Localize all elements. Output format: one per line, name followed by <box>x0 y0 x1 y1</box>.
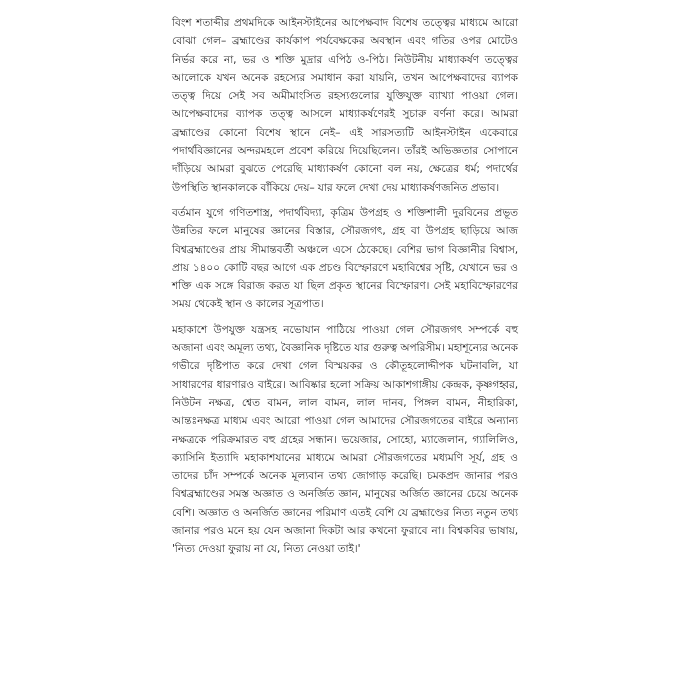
paragraph-3: মহাকাশে উপযুক্ত যন্ত্রসহ নভোযান পাঠিয়ে পাওয়া গেল সৌরজগৎ সম্পর্কে বহু অজানা এবং অমূল্য তথ্য, বৈজ্ঞানিক দৃষ্টিতে যার গুরুত্ব অপরিসীম। মহাশূন্যের অনেক গভীরে দৃষ্টিপাত করে দেখা গেল বিস্ময়কর ও কৌতূহলোদ্দীপক ঘটনাবলি, যা সাধারণের ধারণারও বাইরে। আবিষ্কার হলো সক্রিয় আকাশগাঙ্গীয় কেন্দ্রক, কৃষ্ণগহ্বর, নিউটন নক্ষত্র, শ্বেত বামন, লাল বামন, লাল দানব, পিঙ্গল বামন, নীহারিকা, আন্তঃনক্ষত্র মাধ্যম এবং আরো পাওয়া গেল আমাদের সৌরজগতের বাইরে অন্যান্য নক্ষত্রকে পরিক্রমারত বহু গ্রহের সন্ধান। ভয়েজার, সোহো, ম্যাজেলান, গ্যালিলিও, ক্যাসিনি ইত্যাদি মহাকাশযানের মাধ্যমে আমরা সৌরজগতের মধ্যমণি সূর্য, গ্রহ ও তাদের চাঁদ সম্পর্কে অনেক মূল্যবান তথ্য জোগাড় করেছি। চমকপ্রদ জানার পরও বিশ্বব্রহ্মাণ্ডের সমস্ত অজ্ঞাত ও অনর্জিত জ্ঞান, মানুষের অর্জিত জ্ঞানের চেয়ে অনেক বেশি। অজ্ঞাত ও অনর্জিত জ্ঞানের পরিমাণ এতই বেশি যে ব্রহ্মাণ্ডের নিত্য নতুন তথ্য জানার পরও মনে হয় যেন অজানা দিকটা আর কখনো ফুরাবে না। বিশ্বকবির ভাষায়, 'নিত্য দেওয়া ফুরায় না যে, নিত্য নেওয়া তাই।' <box>172 323 518 556</box>
paragraph-1: বিংশ শতাব্দীর প্রথমদিকে আইনস্টাইনের আপেক্ষবাদ বিশেষ তত্ত্বের মাধ্যমে আরো বোঝা গেল– ব্রহ্মাণ্ডের কার্যকাপ পর্যবেক্ষকের অবস্থান এবং গতির ওপর মোটেও নির্ভর করে না, ভর ও শক্তি মুদ্রার এপিঠ ও-পিঠ। নিউটনীয় মাধ্যাকর্ষণ তত্ত্বের আলোকে যখন অনেক রহস্যের সমাধান করা যায়নি, তখন আপেক্ষবাদের ব্যাপক তত্ত্ব দিয়ে সেই সব অমীমাংসিত রহস্যগুলোর যুক্তিযুক্ত ব্যাখ্যা পাওয়া গেল। আপেক্ষবাদের ব্যাপক তত্ত্ব আসলে মাধ্যাকর্ষণেরই সুচারু বর্ণনা করে। আমরা ব্রহ্মাণ্ডের কোনো বিশেষ স্থানে নেই– এই সারসত্যটি আইনস্টাইন একেবারে পদার্থবিজ্ঞানের অন্দরমহলে প্রবেশ করিয়ে দিয়েছিলেন। তাঁরই অভিজ্ঞতার সোপানে দাঁড়িয়ে আমরা বুঝতে পেরেছি মাধ্যাকর্ষণ কোনো বল নয়, ক্ষেত্রের ধর্ম; পদার্থের উপস্থিতি স্থানকালকে বাঁকিয়ে দেয়– যার ফলে দেখা দেয় মাধ্যাকর্ষণজনিত প্রভাব। <box>172 17 518 194</box>
paragraph-2: বর্তমান যুগে গণিতশাস্ত্র, পদার্থবিদ্যা, কৃত্রিম উপগ্রহ ও শক্তিশালী দুরবিনের প্রভূত উন্নতির ফলে মানুষের জ্ঞানের বিস্তার, সৌরজগৎ, গ্রহ বা উপগ্রহ ছাড়িয়ে আজ বিশ্বব্রহ্মাণ্ডের প্রায় সীমান্তবর্তী অঞ্চলে এসে ঠেকেছে। বেশির ভাগ বিজ্ঞানীর বিশ্বাস, প্রায় ১৪০০ কোটি বছর আগে এক প্রচণ্ড বিস্ফোরণে মহাবিশ্বের সৃষ্টি, যেখানে ভর ও শক্তি এক সঙ্গে বিরাজ করত যা ছিল প্রকৃত স্থানের বিস্ফোরণ। সেই মহাবিস্ফোরণের সময় থেকেই স্থান ও কালের সূত্রপাত। <box>172 206 518 311</box>
body-text <box>172 14 518 559</box>
